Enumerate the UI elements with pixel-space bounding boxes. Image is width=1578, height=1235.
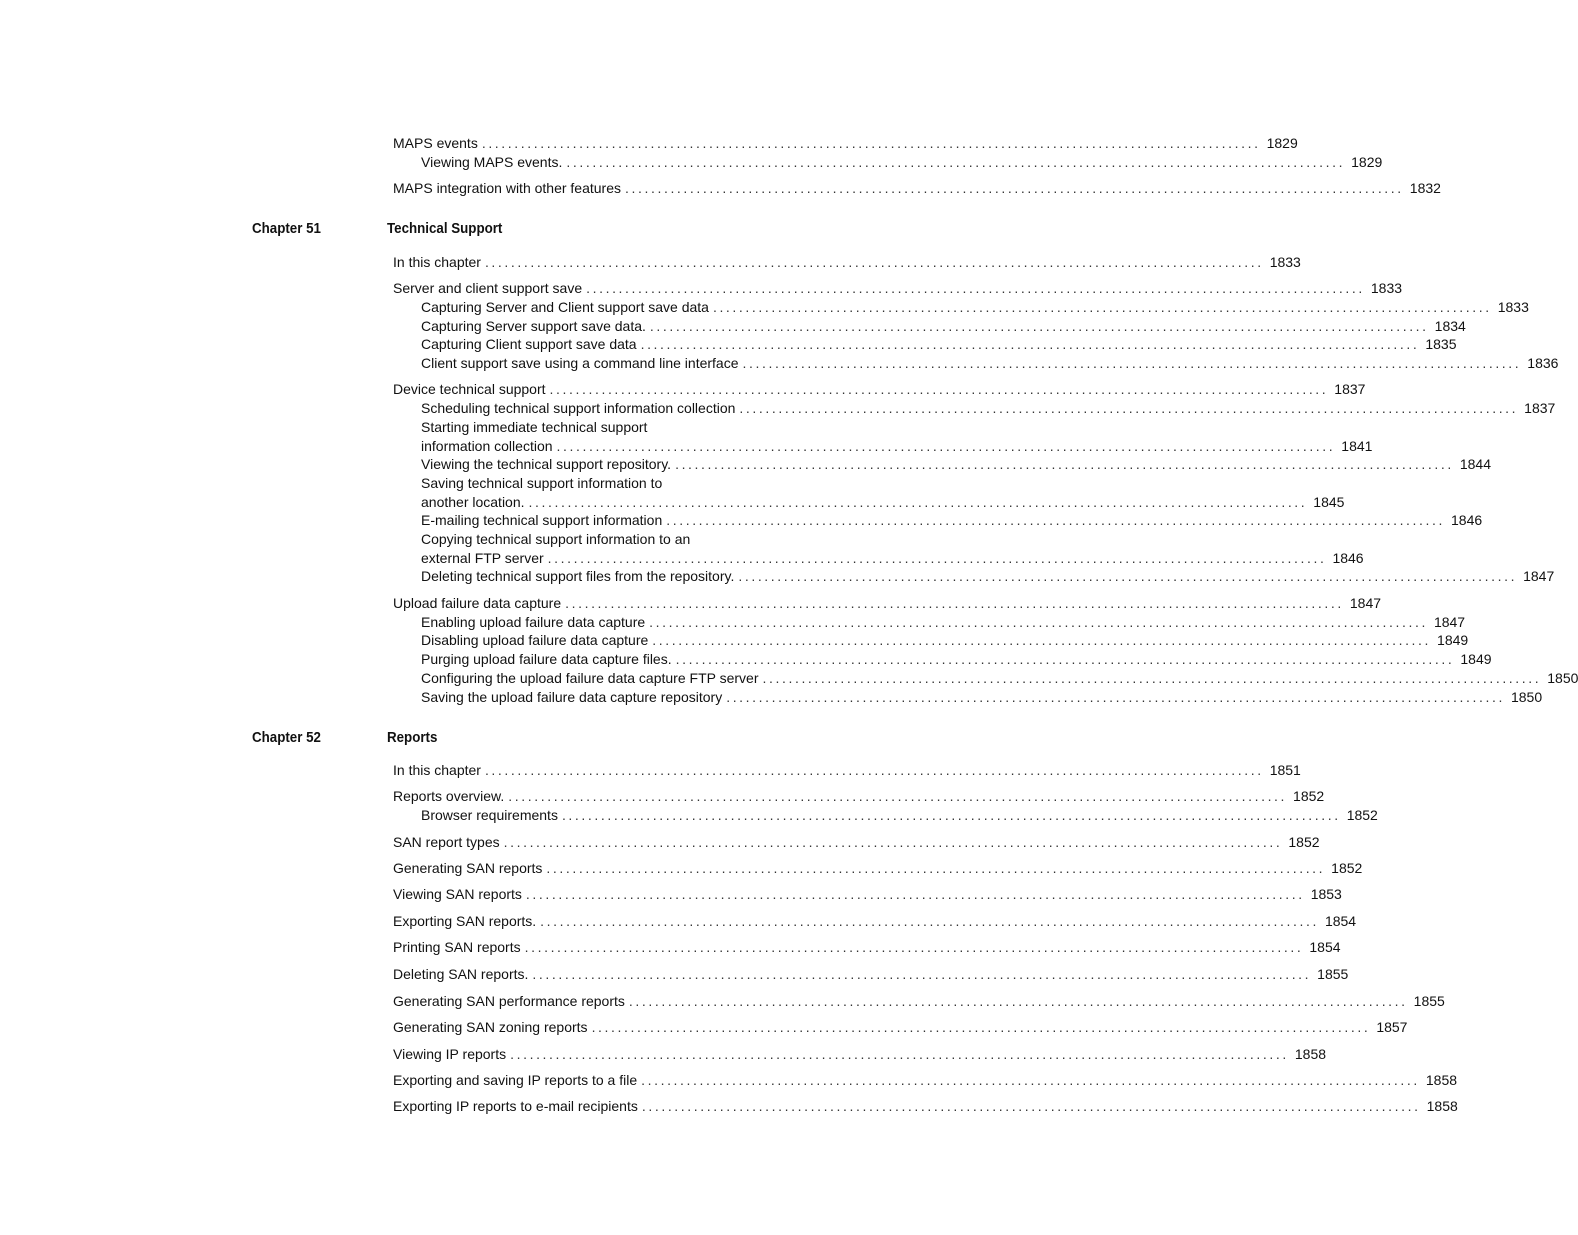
dot-leader: ........................................................................................................................ xyxy=(726,689,1505,705)
toc-entry-title: Capturing Client support save data xyxy=(421,336,637,352)
toc-entry-title: Enabling upload failure data capture xyxy=(421,614,646,630)
toc-entry-title: Generating SAN performance reports xyxy=(393,993,625,1009)
toc-entry-line: Copying technical support information to an xyxy=(421,531,691,547)
toc-page-number: 1852 xyxy=(1346,807,1378,823)
toc-page-number: 1852 xyxy=(1331,860,1363,876)
toc-section-entry[interactable] xyxy=(393,992,1445,1011)
toc-section-entry[interactable] xyxy=(393,787,1325,806)
chapter-number: Chapter 51 xyxy=(252,221,321,237)
toc-page-number: 1846 xyxy=(1332,550,1364,566)
dot-leader: ........................................................................................................................ xyxy=(649,318,1429,334)
toc-page-number: 1852 xyxy=(1288,834,1320,850)
toc-subsection-entry[interactable] xyxy=(421,399,1556,418)
toc-page-number: 1829 xyxy=(1266,135,1298,151)
toc-page-number: 1855 xyxy=(1317,966,1349,982)
dot-leader: ........................................................................................................................ xyxy=(508,788,1288,804)
toc-section-entry[interactable] xyxy=(393,833,1320,852)
dot-leader: ........................................................................................................................ xyxy=(532,966,1312,982)
toc-subsection-entry[interactable] xyxy=(421,549,1364,568)
toc-subsection-entry[interactable] xyxy=(421,455,1491,474)
dot-leader: ........................................................................................................................ xyxy=(666,512,1445,528)
toc-subsection-entry[interactable] xyxy=(421,567,1555,586)
dot-leader: ........................................................................................................................ xyxy=(641,1072,1420,1088)
toc-entry-title: Upload failure data capture xyxy=(393,595,562,611)
toc-page-number: 1858 xyxy=(1426,1098,1458,1114)
toc-entry-title: Device technical support xyxy=(393,381,546,397)
toc-page-number: 1854 xyxy=(1309,939,1341,955)
toc-entry-title: Browser requirements xyxy=(421,807,558,823)
dot-leader: ........................................................................................................................ xyxy=(503,834,1283,850)
toc-entry-title: SAN report types xyxy=(393,834,500,850)
toc-entry-title: Deleting SAN reports. xyxy=(393,966,529,982)
toc-entry-title: Viewing the technical support repository. xyxy=(421,456,672,472)
toc-entry-title: Exporting IP reports to e-mail recipients xyxy=(393,1098,638,1114)
toc-subsection-entry[interactable] xyxy=(421,354,1559,373)
toc-subsection-entry[interactable] xyxy=(421,153,1383,172)
toc-page-number: 1846 xyxy=(1451,512,1483,528)
toc-entry-title: Purging upload failure data capture files. xyxy=(421,651,672,667)
toc-page-number: 1837 xyxy=(1334,381,1366,397)
dot-leader: ........................................................................................................................ xyxy=(675,651,1455,667)
toc-entry-title: Capturing Server support save data. xyxy=(421,318,646,334)
dot-leader: ........................................................................................................................ xyxy=(547,550,1327,566)
dot-leader: ........................................................................................................................ xyxy=(641,1098,1421,1114)
toc-page-number: 1835 xyxy=(1425,336,1457,352)
toc-page-number: 1844 xyxy=(1459,456,1491,472)
toc-section-entry[interactable] xyxy=(393,1071,1458,1090)
toc-entry-title: In this chapter xyxy=(393,762,481,778)
toc-page-number: 1855 xyxy=(1413,993,1445,1009)
toc-page-number: 1834 xyxy=(1434,318,1466,334)
chapter-title: Technical Support xyxy=(387,221,503,237)
dot-leader: ........................................................................................................................ xyxy=(510,1046,1289,1062)
toc-entry-title: Scheduling technical support information collection xyxy=(421,400,736,416)
toc-entry-title: Viewing SAN reports xyxy=(393,886,522,902)
toc-entry-title: Disabling upload failure data capture xyxy=(421,632,649,648)
toc-page-number: 1849 xyxy=(1460,651,1492,667)
dot-leader: ........................................................................................................................ xyxy=(524,939,1304,955)
dot-leader: ........................................................................................................................ xyxy=(625,180,1404,196)
toc-page-number: 1858 xyxy=(1425,1072,1458,1088)
toc-page-number: 1833 xyxy=(1497,299,1529,315)
toc-page-number: 1852 xyxy=(1293,788,1325,804)
toc-entry-title: Server and client support save xyxy=(393,280,583,296)
toc-entry-title: E-mailing technical support information xyxy=(421,512,663,528)
toc-entry-title: information collection xyxy=(421,438,553,454)
dot-leader: ........................................................................................................................ xyxy=(565,595,1344,611)
dot-leader: ........................................................................................................................ xyxy=(484,254,1264,270)
chapter-title: Reports xyxy=(387,730,438,746)
dot-leader: ........................................................................................................................ xyxy=(540,913,1319,929)
toc-section-entry[interactable] xyxy=(393,761,1301,780)
toc-entry-title: Saving the upload failure data capture repository xyxy=(421,689,723,705)
dot-leader: ........................................................................................................................ xyxy=(591,1019,1371,1035)
toc-entry-title: Viewing MAPS events. xyxy=(421,154,563,170)
dot-leader: ........................................................................................................................ xyxy=(628,993,1408,1009)
dot-leader: ........................................................................................................................ xyxy=(484,762,1264,778)
toc-page-number: 1833 xyxy=(1370,280,1403,296)
toc-entry-title: Client support save using a command line interface xyxy=(421,355,739,371)
toc-section-entry[interactable] xyxy=(393,1097,1458,1116)
toc-section-entry[interactable] xyxy=(393,594,1382,613)
dot-leader: ........................................................................................................................ xyxy=(738,568,1518,584)
toc-subsection-entry[interactable] xyxy=(421,437,1373,456)
toc-page-number: 1850 xyxy=(1510,689,1543,705)
toc-entry-line: Saving technical support information to xyxy=(421,475,663,491)
dot-leader: ........................................................................................................................ xyxy=(549,381,1329,397)
toc-entry-title: Exporting and saving IP reports to a file xyxy=(393,1072,638,1088)
dot-leader: ........................................................................................................................ xyxy=(528,494,1308,510)
toc-entry-title: Printing SAN reports xyxy=(393,939,521,955)
dot-leader: ........................................................................................................................ xyxy=(556,438,1336,454)
dot-leader: ........................................................................................................................ xyxy=(712,299,1492,315)
dot-leader: ........................................................................................................................ xyxy=(546,860,1326,876)
toc-section-entry[interactable] xyxy=(393,1018,1408,1037)
dot-leader: ........................................................................................................................ xyxy=(640,336,1420,352)
dot-leader: ........................................................................................................................ xyxy=(652,632,1432,648)
toc-entry-title: Generating SAN zoning reports xyxy=(393,1019,588,1035)
dot-leader: ........................................................................................................................ xyxy=(586,280,1365,296)
toc-entry-title: MAPS events xyxy=(393,135,478,151)
dot-leader: ........................................................................................................................ xyxy=(649,614,1428,630)
toc-entry-title: Viewing IP reports xyxy=(393,1046,507,1062)
dot-leader: ........................................................................................................................ xyxy=(742,355,1522,371)
toc-subsection-entry[interactable] xyxy=(421,335,1457,354)
toc-page-number: 1847 xyxy=(1349,595,1382,611)
toc-entry-title: In this chapter xyxy=(393,254,481,270)
toc-section-entry[interactable] xyxy=(393,134,1298,153)
toc-subsection-entry[interactable] xyxy=(421,317,1466,336)
toc-entry-title: Generating SAN reports xyxy=(393,860,543,876)
toc-section-entry[interactable] xyxy=(393,380,1366,399)
dot-leader: ........................................................................................................................ xyxy=(762,670,1542,686)
toc-section-entry[interactable] xyxy=(393,859,1363,878)
toc-section-entry[interactable] xyxy=(393,912,1357,931)
toc-subsection-entry[interactable] xyxy=(421,493,1345,512)
toc-section-entry[interactable] xyxy=(393,885,1342,904)
toc-subsection-entry[interactable] xyxy=(421,613,1466,632)
toc-subsection-entry[interactable] xyxy=(421,631,1469,650)
toc-page-number: 1857 xyxy=(1376,1019,1408,1035)
toc-entry-title: another location. xyxy=(421,494,525,510)
toc-subsection-entry[interactable] xyxy=(421,298,1529,317)
dot-leader: ........................................................................................................................ xyxy=(739,400,1519,416)
toc-subsection-entry[interactable] xyxy=(421,650,1492,669)
toc-section-entry[interactable] xyxy=(393,253,1301,272)
toc-page-number: 1841 xyxy=(1341,438,1373,454)
toc-page-number: 1850 xyxy=(1547,670,1578,686)
toc-page-number: 1833 xyxy=(1269,254,1301,270)
toc-entry-title: external FTP server xyxy=(421,550,544,566)
toc-subsection-entry[interactable] xyxy=(421,669,1578,688)
toc-entry-line: Starting immediate technical support xyxy=(421,419,648,435)
toc-section-entry[interactable] xyxy=(393,1045,1327,1064)
toc-page-number: 1851 xyxy=(1269,762,1301,778)
toc-subsection-entry[interactable] xyxy=(421,688,1543,707)
toc-page-number: 1847 xyxy=(1523,568,1555,584)
toc-subsection-entry[interactable] xyxy=(421,511,1483,530)
dot-leader: ........................................................................................................................ xyxy=(566,154,1346,170)
dot-leader: ........................................................................................................................ xyxy=(525,886,1305,902)
dot-leader: ........................................................................................................................ xyxy=(481,135,1261,151)
toc-page-number: 1836 xyxy=(1527,355,1559,371)
toc-page-number: 1845 xyxy=(1313,494,1345,510)
toc-subsection-entry[interactable] xyxy=(421,806,1378,825)
toc-entry-title: Capturing Server and Client support save data xyxy=(421,299,709,315)
toc-page-number: 1832 xyxy=(1409,180,1441,196)
toc-entry-title: Deleting technical support files from the repository. xyxy=(421,568,735,584)
toc-entry-title: Reports overview. xyxy=(393,788,505,804)
chapter-number: Chapter 52 xyxy=(252,730,321,746)
toc-page-number: 1858 xyxy=(1294,1046,1327,1062)
toc-page-number: 1853 xyxy=(1310,886,1342,902)
toc-entry-title: Exporting SAN reports. xyxy=(393,913,537,929)
dot-leader: ........................................................................................................................ xyxy=(675,456,1454,472)
toc-section-entry[interactable] xyxy=(393,279,1403,298)
toc-page-number: 1837 xyxy=(1524,400,1556,416)
toc-section-entry[interactable] xyxy=(393,179,1441,198)
toc-page-number: 1854 xyxy=(1324,913,1357,929)
toc-entry-title: MAPS integration with other features xyxy=(393,180,622,196)
toc-section-entry[interactable] xyxy=(393,938,1341,957)
dot-leader: ........................................................................................................................ xyxy=(561,807,1341,823)
toc-entry-title: Configuring the upload failure data capture FTP server xyxy=(421,670,759,686)
toc-page-number: 1829 xyxy=(1351,154,1383,170)
toc-page-number: 1847 xyxy=(1433,614,1466,630)
toc-page-number: 1849 xyxy=(1437,632,1469,648)
toc-section-entry[interactable] xyxy=(393,965,1349,984)
